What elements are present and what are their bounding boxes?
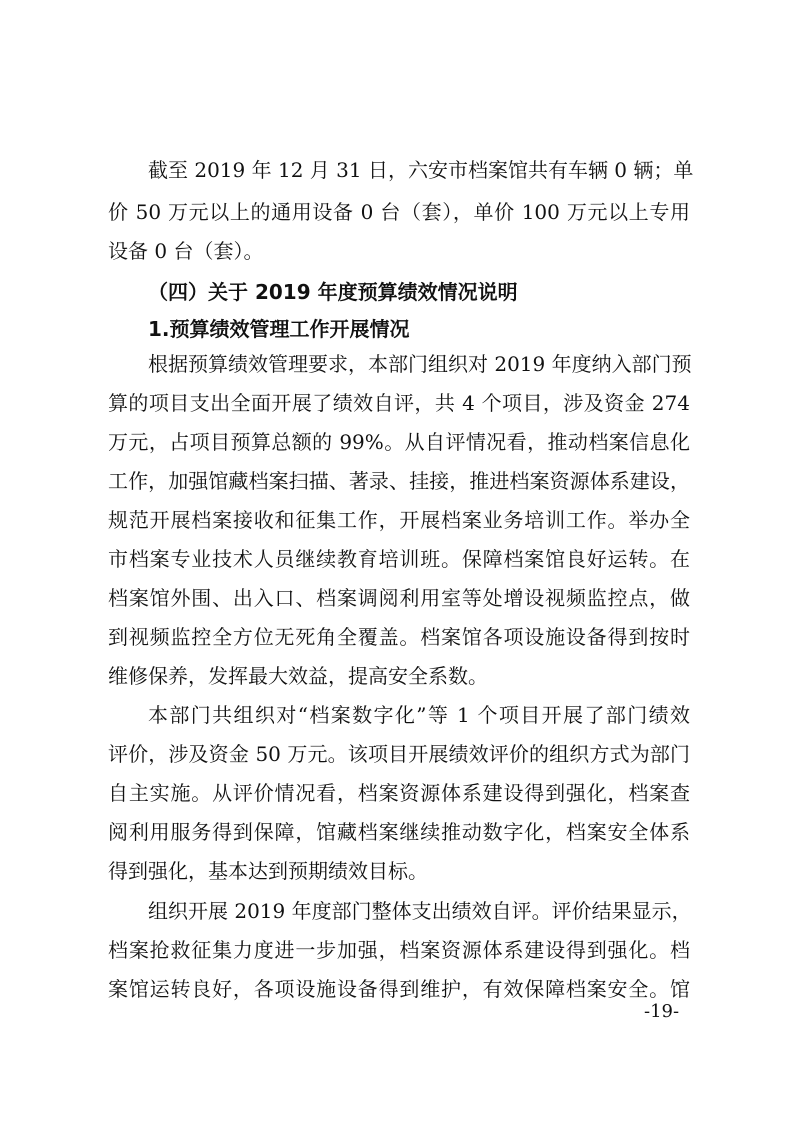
paragraph-2-line-7: 档案馆外围、出入口、档案调阅利用室等处增设视频监控点，做 xyxy=(108,586,690,610)
paragraph-3-line-3: 自主实施。从评价情况看，档案资源体系建设得到强化，档案查 xyxy=(108,781,690,805)
paragraph-4-line-3: 案馆运转良好，各项设施设备得到维护，有效保障档案安全。馆 xyxy=(108,977,690,1001)
paragraph-2-line-8: 到视频监控全方位无死角全覆盖。档案馆各项设施设备得到按时 xyxy=(108,625,690,649)
paragraph-2-line-9: 维修保养，发挥最大效益，提高安全系数。 xyxy=(108,664,488,688)
paragraph-3-line-4: 阅利用服务得到保障，馆藏档案继续推动数字化，档案安全体系 xyxy=(108,820,690,844)
paragraph-1-line-2: 价 50 万元以上的通用设备 0 台（套），单价 100 万元以上专用 xyxy=(108,200,690,224)
paragraph-3-line-5: 得到强化，基本达到预期绩效目标。 xyxy=(108,859,428,883)
page-number: -19- xyxy=(644,1001,680,1022)
paragraph-1-line-1: 截至 2019 年 12 月 31 日，六安市档案馆共有车辆 0 辆；单 xyxy=(148,158,694,182)
subsection-heading: 1.预算绩效管理工作开展情况 xyxy=(148,317,410,341)
paragraph-3-line-1: 本部门共组织对“档案数字化”等 1 个项目开展了部门绩效 xyxy=(148,703,690,727)
paragraph-2-line-4: 工作，加强馆藏档案扫描、著录、挂接，推进档案资源体系建设， xyxy=(108,469,690,493)
paragraph-4-line-1: 组织开展 2019 年度部门整体支出绩效自评。评价结果显示， xyxy=(148,899,692,923)
paragraph-3-line-2: 评价，涉及资金 50 万元。该项目开展绩效评价的组织方式为部门 xyxy=(108,742,690,766)
paragraph-2-line-1: 根据预算绩效管理要求，本部门组织对 2019 年度纳入部门预 xyxy=(148,352,692,376)
paragraph-2-line-6: 市档案专业技术人员继续教育培训班。保障档案馆良好运转。在 xyxy=(108,547,690,571)
section-heading: （四）关于 2019 年度预算绩效情况说明 xyxy=(148,280,518,304)
paragraph-2-line-5: 规范开展档案接收和征集工作，开展档案业务培训工作。举办全 xyxy=(108,508,690,532)
paragraph-2-line-2: 算的项目支出全面开展了绩效自评，共 4 个项目，涉及资金 274 xyxy=(108,391,690,415)
paragraph-1-line-3: 设备 0 台（套）。 xyxy=(108,239,264,263)
paragraph-4-line-2: 档案抢救征集力度进一步加强，档案资源体系建设得到强化。档 xyxy=(108,938,690,962)
paragraph-2-line-3: 万元，占项目预算总额的 99%。从自评情况看，推动档案信息化 xyxy=(108,430,690,454)
